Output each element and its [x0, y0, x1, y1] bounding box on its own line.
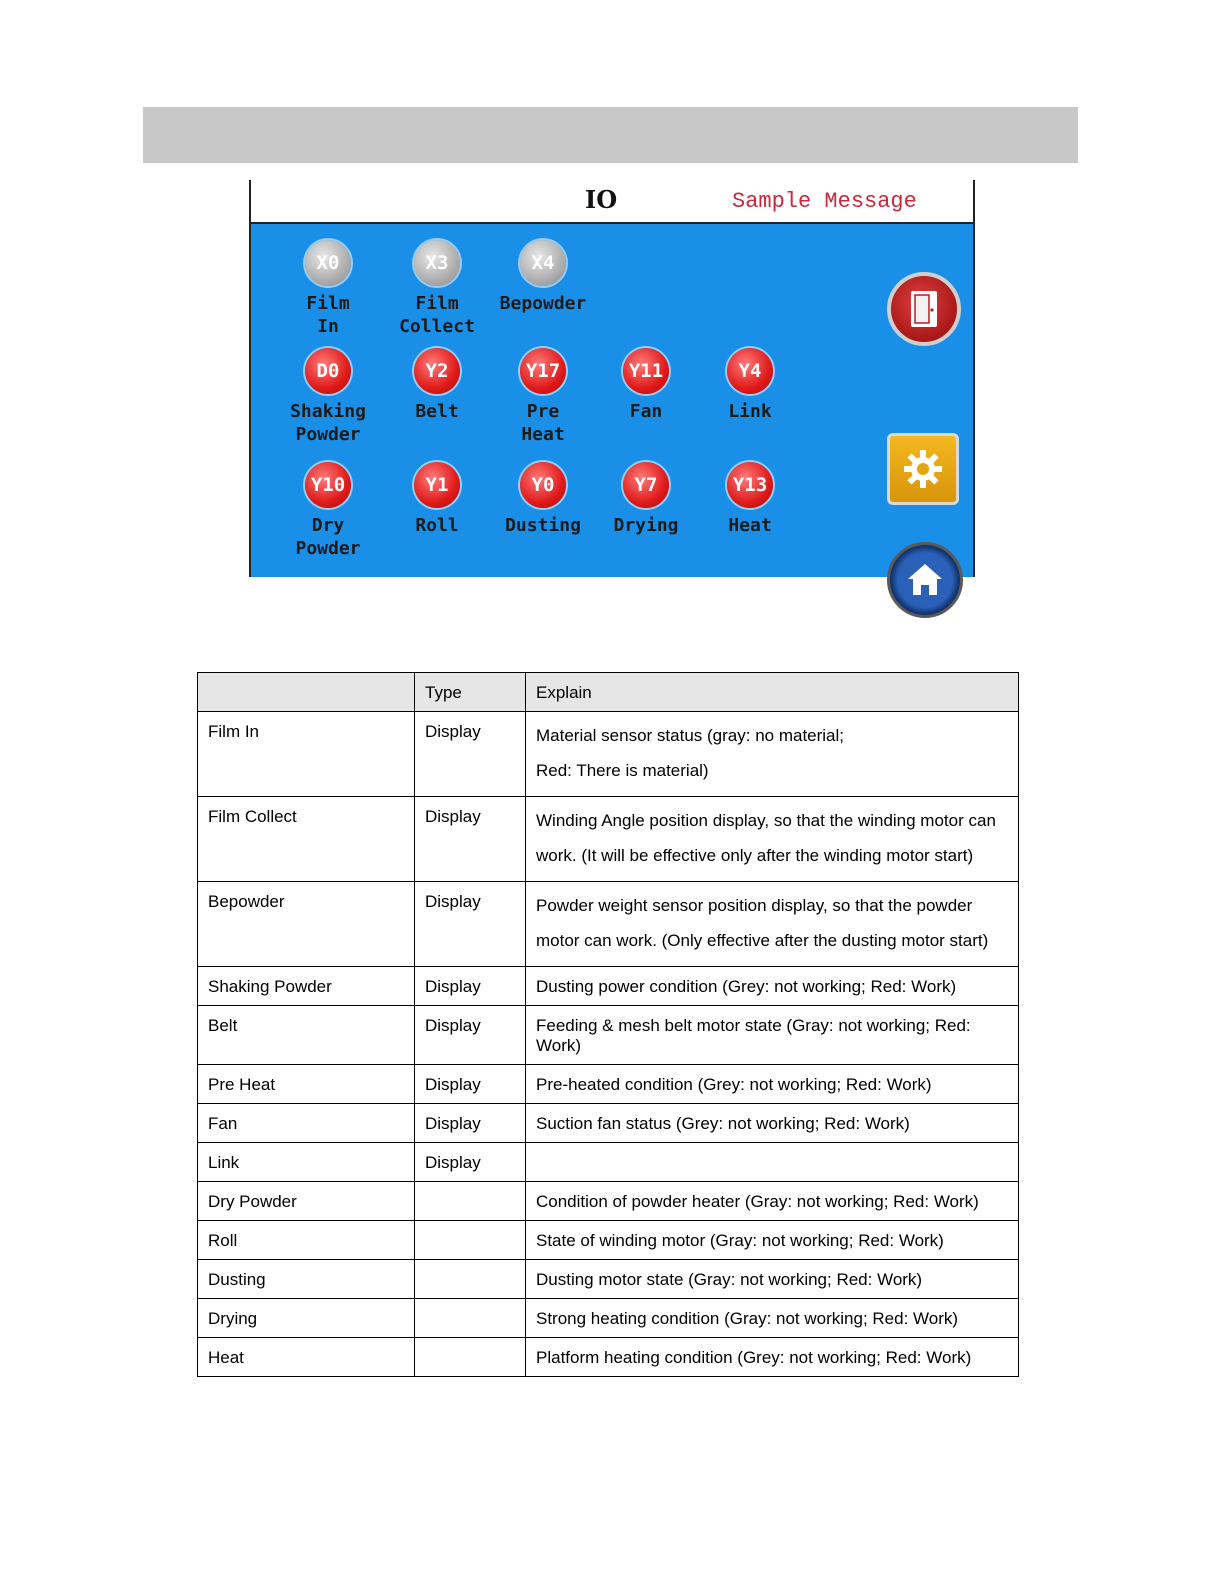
cell-name: Drying	[198, 1299, 415, 1338]
io-indicator	[382, 348, 492, 423]
cell-name: Film In	[198, 712, 415, 797]
cell-type: Display	[415, 1104, 526, 1143]
io-label: Film In	[306, 293, 350, 337]
io-lamp-y7: Y7	[623, 462, 669, 508]
table-row	[198, 1006, 1019, 1065]
cell-explain	[526, 1143, 1019, 1182]
io-indicator	[488, 348, 598, 446]
table-row	[198, 967, 1019, 1006]
cell-type: Display	[415, 967, 526, 1006]
io-lamp-x0: X0	[305, 240, 351, 286]
table-row	[198, 1182, 1019, 1221]
cell-type: Display	[415, 882, 526, 967]
exit-button[interactable]	[887, 272, 961, 346]
cell-explain: Strong heating condition (Gray: not working; Red: Work)	[526, 1299, 1019, 1338]
column-header-name	[198, 673, 415, 712]
cell-name: Shaking Powder	[198, 967, 415, 1006]
io-lamp-y10: Y10	[305, 462, 351, 508]
cell-type	[415, 1299, 526, 1338]
io-indicator	[488, 462, 598, 537]
io-lamp-y17: Y17	[520, 348, 566, 394]
io-indicator	[382, 240, 492, 338]
gear-icon	[901, 447, 945, 491]
io-lamp-y0: Y0	[520, 462, 566, 508]
io-label: Shaking Powder	[290, 401, 366, 445]
hmi-title-bar	[251, 180, 973, 224]
io-lamp-y1: Y1	[414, 462, 460, 508]
cell-explain: Feeding & mesh belt motor state (Gray: not working; Red: Work)	[526, 1006, 1019, 1065]
hmi-title: IO	[585, 185, 618, 214]
io-label: Heat	[728, 515, 772, 536]
cell-explain: Condition of powder heater (Gray: not working; Red: Work)	[526, 1182, 1019, 1221]
io-label: Link	[728, 401, 772, 422]
io-indicator	[591, 462, 701, 537]
cell-type	[415, 1260, 526, 1299]
cell-type: Display	[415, 1065, 526, 1104]
io-lamp-y13: Y13	[727, 462, 773, 508]
io-indicator	[273, 240, 383, 338]
table-row	[198, 1143, 1019, 1182]
io-indicator	[488, 240, 598, 315]
io-label: Belt	[415, 401, 459, 422]
cell-type	[415, 1221, 526, 1260]
home-button[interactable]	[887, 542, 963, 618]
io-label: Film Collect	[399, 293, 475, 337]
io-lamp-x4: X4	[520, 240, 566, 286]
table-row	[198, 1338, 1019, 1377]
io-indicator	[382, 462, 492, 537]
io-label: Pre Heat	[521, 401, 565, 445]
io-indicator	[591, 348, 701, 423]
cell-name: Film Collect	[198, 797, 415, 882]
io-label: Dry Powder	[295, 515, 361, 559]
io-indicator	[695, 462, 805, 537]
table-row	[198, 1299, 1019, 1338]
table-header-row	[198, 673, 1019, 712]
table-row	[198, 1260, 1019, 1299]
cell-name: Bepowder	[198, 882, 415, 967]
io-lamp-y4: Y4	[727, 348, 773, 394]
cell-type: Display	[415, 1006, 526, 1065]
cell-explain: Dusting motor state (Gray: not working; Red: Work)	[526, 1260, 1019, 1299]
table-row	[198, 1221, 1019, 1260]
io-label: Drying	[613, 515, 679, 536]
cell-explain: State of winding motor (Gray: not working; Red: Work)	[526, 1221, 1019, 1260]
column-header-type: Type	[415, 673, 526, 712]
cell-name: Heat	[198, 1338, 415, 1377]
cell-name: Pre Heat	[198, 1065, 415, 1104]
section-header-band	[143, 107, 1078, 163]
table-row	[198, 1065, 1019, 1104]
cell-explain: Powder weight sensor position display, so that the powder motor can work. (Only effective after the dusting motor start)	[526, 882, 1019, 967]
hmi-io-panel	[251, 224, 973, 577]
home-icon	[904, 560, 946, 600]
io-lamp-d0: D0	[305, 348, 351, 394]
door-icon	[907, 289, 941, 329]
cell-explain: Platform heating condition (Grey: not working; Red: Work)	[526, 1338, 1019, 1377]
hmi-screenshot	[249, 180, 975, 577]
cell-name: Dry Powder	[198, 1182, 415, 1221]
cell-type	[415, 1182, 526, 1221]
io-description-table	[197, 672, 1019, 1377]
cell-name: Roll	[198, 1221, 415, 1260]
cell-name: Dusting	[198, 1260, 415, 1299]
cell-explain: Winding Angle position display, so that the winding motor can work. (It will be effective only after the winding motor start)	[526, 797, 1019, 882]
cell-name: Link	[198, 1143, 415, 1182]
cell-type: Display	[415, 712, 526, 797]
io-indicator	[695, 348, 805, 423]
io-lamp-y11: Y11	[623, 348, 669, 394]
cell-explain: Dusting power condition (Grey: not working; Red: Work)	[526, 967, 1019, 1006]
table-row	[198, 712, 1019, 797]
cell-name: Belt	[198, 1006, 415, 1065]
table-body	[198, 712, 1019, 1377]
io-indicator	[273, 462, 383, 560]
cell-type	[415, 1338, 526, 1377]
hmi-message: Sample Message	[732, 189, 917, 214]
column-header-explain: Explain	[526, 673, 1019, 712]
io-label: Fan	[629, 401, 663, 422]
cell-explain: Suction fan status (Grey: not working; Red: Work)	[526, 1104, 1019, 1143]
settings-button[interactable]	[887, 433, 959, 505]
table-row	[198, 797, 1019, 882]
cell-type: Display	[415, 797, 526, 882]
io-label: Bepowder	[499, 293, 587, 314]
cell-explain: Pre-heated condition (Grey: not working; Red: Work)	[526, 1065, 1019, 1104]
cell-name: Fan	[198, 1104, 415, 1143]
io-lamp-x3: X3	[414, 240, 460, 286]
io-lamp-y2: Y2	[414, 348, 460, 394]
io-label: Roll	[415, 515, 459, 536]
io-label: Dusting	[505, 515, 581, 536]
io-indicator	[273, 348, 383, 446]
cell-explain: Material sensor status (gray: no material; Red: There is material)	[526, 712, 1019, 797]
table-row	[198, 1104, 1019, 1143]
table-row	[198, 882, 1019, 967]
cell-type: Display	[415, 1143, 526, 1182]
